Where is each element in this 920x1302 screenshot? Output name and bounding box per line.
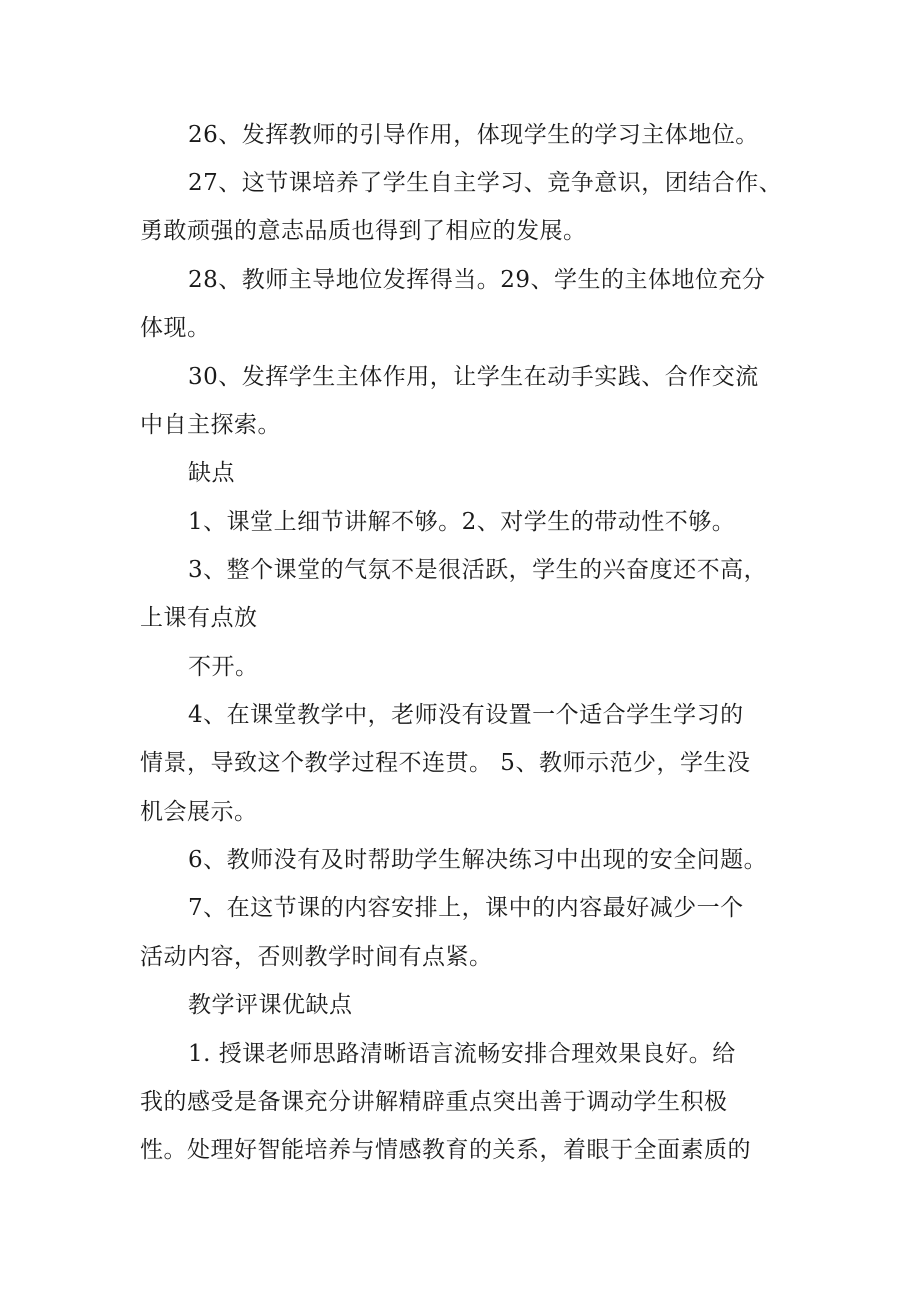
text-line: 情景，导致这个教学过程不连贯。 5、教师示范少，学生没 (140, 750, 751, 776)
text-line: 勇敢顽强的意志品质也得到了相应的发展。 (140, 218, 587, 244)
section-heading: 缺点 (188, 460, 235, 486)
text-line: 机会展示。 (140, 799, 258, 825)
text-line: 1、课堂上细节讲解不够。2、对学生的带动性不够。 (188, 509, 736, 535)
text-line: 上课有点放 (140, 605, 258, 631)
text-line: 4、在课堂教学中，老师没有设置一个适合学生学习的 (188, 702, 744, 728)
text-line: 体现。 (140, 315, 211, 341)
text-line: 我的感受是备课充分讲解精辟重点突出善于调动学生积极 (140, 1089, 728, 1115)
text-line: 3、整个课堂的气氛不是很活跃，学生的兴奋度还不高， (188, 557, 768, 583)
text-line: 30、发挥学生主体作用，让学生在动手实践、合作交流 (188, 364, 759, 390)
text-line: 1. 授课老师思路清晰语言流畅安排合理效果良好。给 (188, 1041, 736, 1067)
section-heading: 教学评课优缺点 (188, 992, 353, 1018)
text-line: 28、教师主导地位发挥得当。29、学生的主体地位充分 (188, 267, 766, 293)
text-line: 性。处理好智能培养与情感教育的关系，着眼于全面素质的 (140, 1137, 751, 1163)
text-line: 活动内容，否则教学时间有点紧。 (140, 944, 493, 970)
text-line: 27、这节课培养了学生自主学习、竞争意识，团结合作、 (188, 170, 783, 196)
text-line: 6、教师没有及时帮助学生解决练习中出现的安全问题。 (188, 847, 768, 873)
text-line: 不开。 (188, 654, 259, 680)
text-line: 26、发挥教师的引导作用，体现学生的学习主体地位。 (188, 122, 759, 148)
text-line: 7、在这节课的内容安排上，课中的内容最好减少一个 (188, 895, 744, 921)
text-line: 中自主探索。 (140, 412, 281, 438)
